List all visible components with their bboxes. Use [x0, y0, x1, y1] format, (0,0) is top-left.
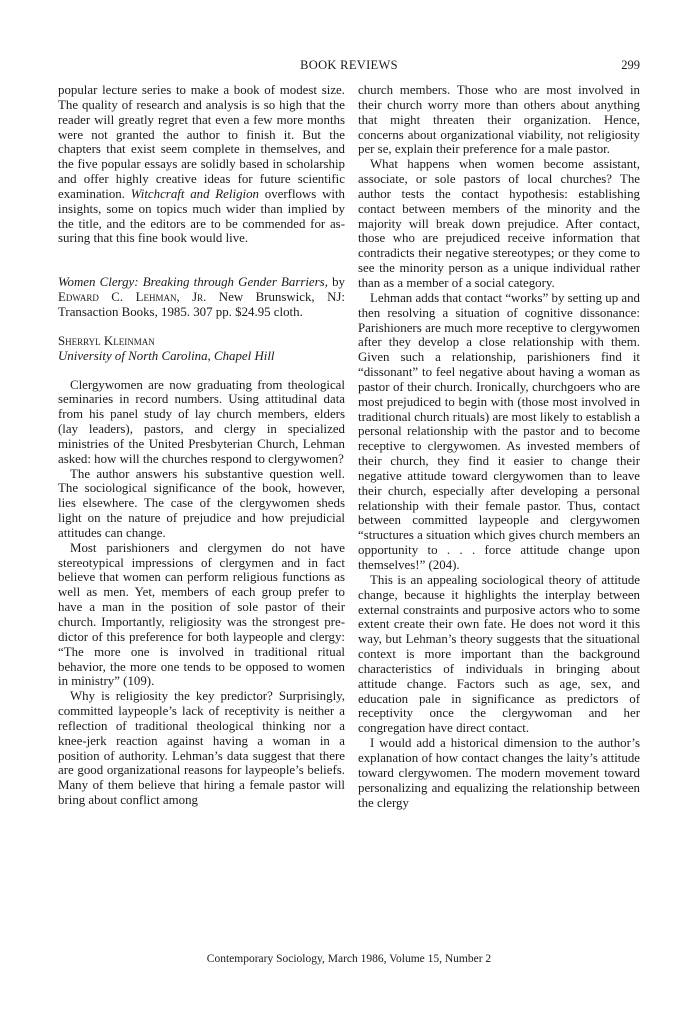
review-paragraph: This is an appealing sociological theory of attitude change, because it highlights the interplay between external constraints and purposive actors who to some extent create their own fate. He does not word it this way, but Lehman’s theory suggests that the situational context is more important than the background characteristics of individuals in bringing about attitude change. Factors such as age, sex, and education pale in significance as predictors of receptivity once the clergywoman and her congregation have direct contact. — [358, 572, 640, 736]
page-number: 299 — [621, 58, 640, 72]
review-paragraph: What happens when women become assistant, associate, or sole pastors of local churches? The author tests the contact hypothesis: establishing contact between members of the minority and the majority will break down prejudice. After contact, those who are prejudiced receive information that contradicts their negative stereotypes; or they come to see the minority person as a unique individual rather than as a member of a social category. — [358, 157, 640, 290]
review-paragraph: Lehman adds that contact “works” by setting up and then resolving a situation of cognitive dissonance: Parishioners are much more receptive to clergywomen after they develop a close relationship with them. Given such a relationship, parishioners find it “dissonant” to feel negative about having a woman as pastor of their church. Ironically, churchgoers who are most prejudiced to begin with (those most involved in traditional church rituals) are most likely to establish a personal relationship with the pastor and to become receptive to clergywomen. As invested members of their church, they find it easier to change their negative attitude toward clergywomen than to leave their church, especially after developing a personal relationship with their female pastor. Thus, contact between committed laypeople and clergywomen “structures a situation which gives church members an opportunity to . . . force attitude change upon themselves!” (204). — [358, 290, 640, 572]
review-paragraph: Why is religiosity the key predictor? Surprisingly, committed laypeople’s lack of receptivity is neither a reflection of traditional theological thinking nor a knee-jerk reaction against having a woman in a position of authority. Lehman’s data suggest that there are good organizational reasons for laypeople’s beliefs. Many of them believe that hiring a female pastor will bring about conflict among — [58, 689, 345, 808]
continued-paragraph: popular lecture series to make a book of modest size. The quality of research and analysis is so high that the reader will greatly regret that even a few more months were not granted the author to finish it. But the chapters that exist seem complete in themselves, and the five popular essays are solidly based in scholarship and offer highly creative ideas for future scientific examination. Witchcraft and Religion overflows with insights, some on topics much wider than implied by the title, and the editors are to be commended for assuring that this fine book would live. — [58, 83, 345, 246]
left-column — [58, 83, 345, 808]
review-paragraph: church members. Those who are most involved in their church worry more than others about anything that might threaten their organization. Hence, concerns about organizational viability, not religiosity per se, explain their preference for a male pastor. — [358, 83, 640, 157]
review-paragraph: Most parishioners and clergymen do not have stereotypical impressions of clergymen and in fact believe that women can perform religious functions as well as men. Yet, members of each group prefer to have a man in the position of sole pastor of their church. Importantly, religiosity was the strongest predictor of this preference for both laypeople and clergy: “The more one is involved in traditional ritual behavior, the more one tends to be opposed to women in ministry” (109). — [58, 540, 345, 689]
running-header — [58, 58, 640, 74]
review-paragraph: Clergywomen are now graduating from theological seminaries in record numbers. Using attitudinal data from his panel study of lay church members, elders (lay leaders), pastors, and clergy in specialized ministries of the United Presbyterian Church, Lehman asked: how will the churches respond to clergywomen? — [58, 377, 345, 466]
section-title: BOOK REVIEWS — [300, 58, 398, 72]
reviewer-affiliation: University of North Carolina, Chapel Hill — [58, 348, 275, 363]
reviewer-name: Sherryl Kleinman — [58, 333, 155, 348]
right-column — [358, 83, 640, 810]
review-paragraph: The author answers his substantive question well. The sociological significance of the book, however, lies elsewhere. The case of the clergywomen sheds light on the nature of prejudice and how prejudicial attitudes can change. — [58, 466, 345, 540]
book-entry: Women Clergy: Breaking through Gender Barriers, by Edward C. Lehman, Jr. New Brunswick, NJ: Transaction Books, 1985. 307 pp. $24.95 cloth. — [58, 275, 346, 319]
book-title: Women Clergy: Breaking through Gender Barriers, — [58, 275, 328, 290]
book-author: Edward C. Lehman, Jr. — [58, 290, 207, 305]
publication-info: New Brunswick, NJ: Transaction Books, 1985. 307 pp. $24.95 cloth. — [58, 290, 346, 319]
review-paragraph: I would add a historical dimension to the author’s explanation of how contact changes the laity’s attitude toward clergywomen. The modern movement toward personalizing and equalizing the relationship between the clergy — [358, 736, 640, 810]
journal-footer: Contemporary Sociology, March 1986, Volume 15, Number 2 — [206, 953, 492, 965]
book-title-reference: Witchcraft and Religion — [130, 186, 259, 201]
